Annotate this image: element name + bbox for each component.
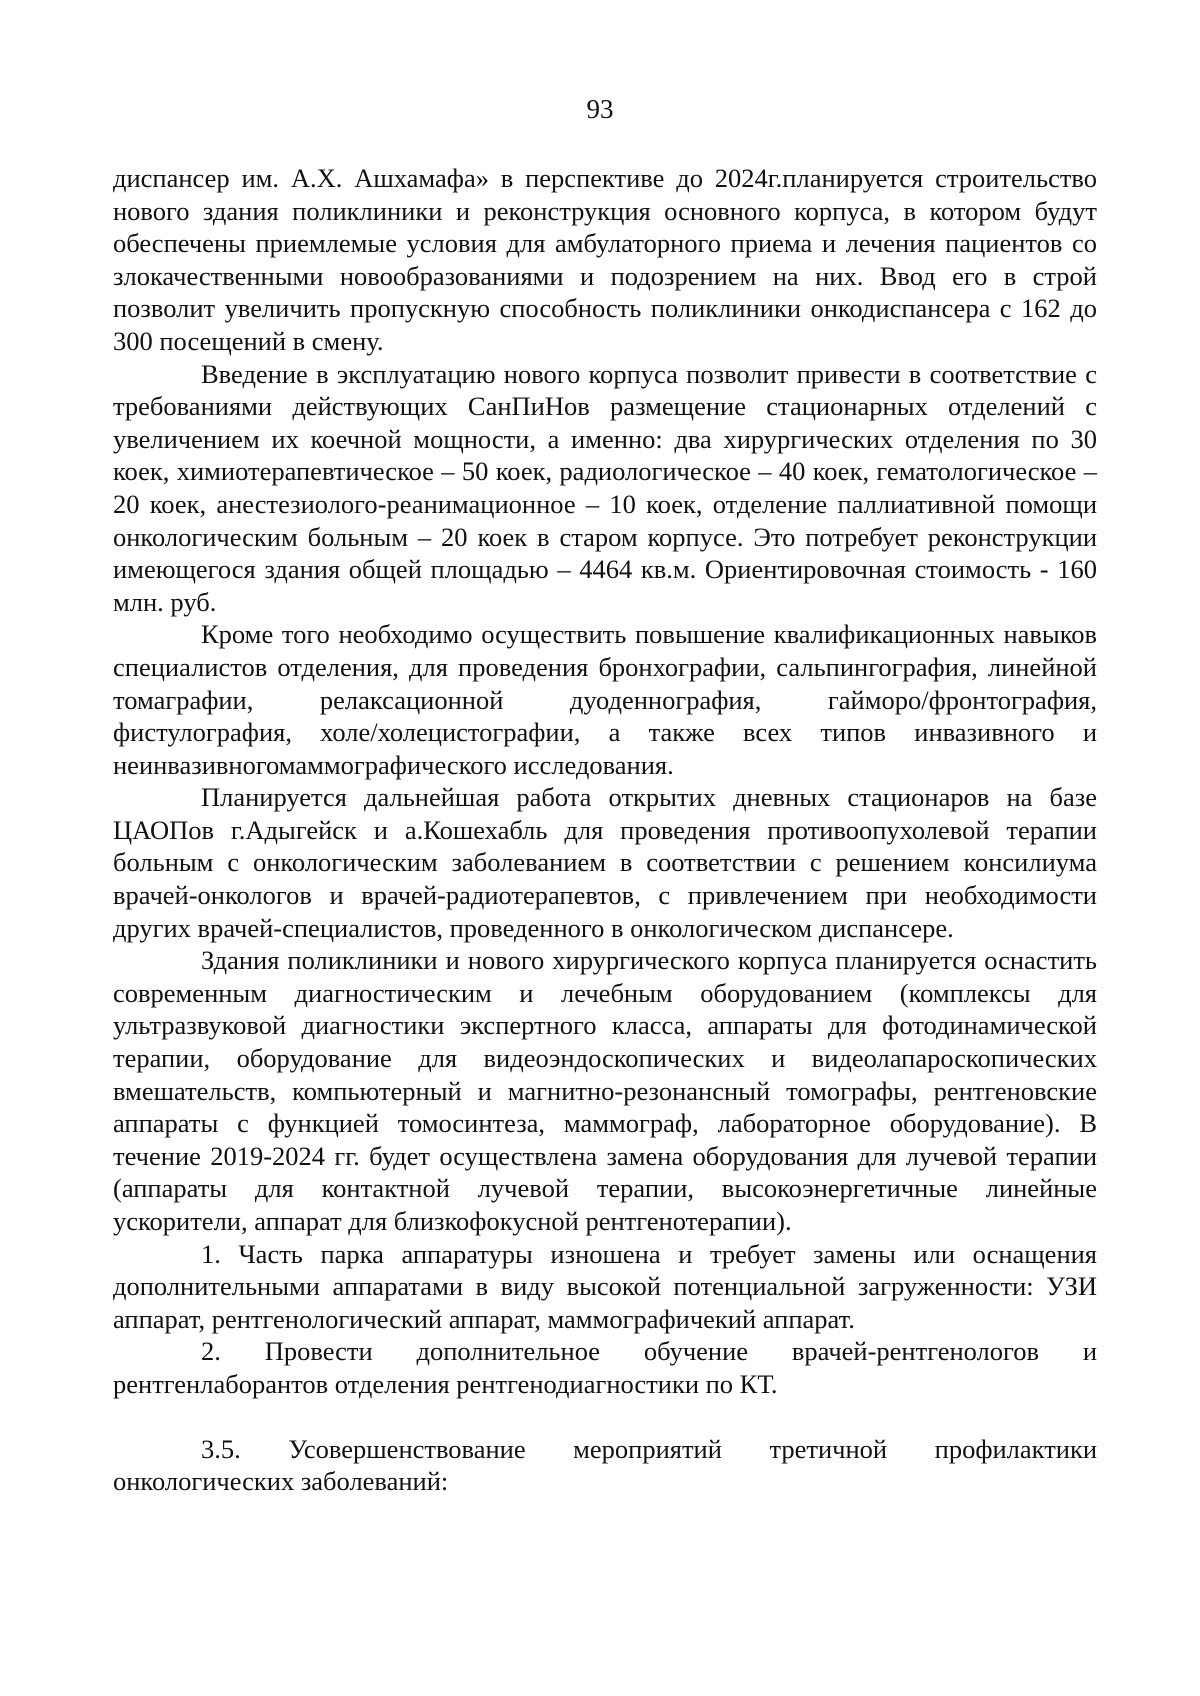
paragraph-staff-training: Кроме того необходимо осуществить повышение квалификационных навыков специалистов отделения, для проведения бронхографии, сальпингография, линейной томаграфии, релаксационной дуоденнография, гайморо/фронтография, фистулография, холе/холецистографии, а также всех типов инвазивного и неинвазивногомаммографического исследования. xyxy=(113,619,1097,780)
list-item-text: Провести дополнительное обучение врачей-рентгенологов и рентгенлаборантов отделения рентгенодиагностики по КТ. xyxy=(113,1336,1098,1399)
paragraph-new-building-wards: Введение в эксплуатацию нового корпуса позволит привести в соответствие с требованиями действующих СанПиНов размещение стационарных отделений с увеличением их коечной мощности, а именно: два хирургических отделения по 30 коек, химиотерапевтическое – 50 коек, радиологическое – 40 коек, гематологическое – 20 коек, анестезиолого-реанимационное – 10 коек, отделение паллиативной помощи онкологическим больным – 20 коек в старом корпусе. Это потребует реконструкции имеющегося здания общей площадью – 4464 кв.м. Ориентировочная стоимость - 160 млн. руб. xyxy=(113,358,1097,617)
list-item xyxy=(113,1238,1097,1336)
list-item-number: 1. xyxy=(201,1238,221,1269)
paragraph-day-hospitals: Планируется дальнейшая работа открытих дневных стационаров на базе ЦАОПов г.Адыгейск и а.Кошехабль для проведения противоопухолевой терапии больным с онкологическим заболеванием в соответствии с решением консилиума врачей-онкологов и врачей-радиотерапевтов, с привлечением при необходимости других врачей-специалистов, проведенного в онкологическом диспансере. xyxy=(113,782,1097,943)
paragraph-equipment: Здания поликлиники и нового хирургического корпуса планируется оснастить современным диагностическим и лечебным оборудованием (комплексы для ультразвуковой диагностики экспертного класса, аппараты для фотодинамической терапии, оборудование для видеоэндоскопических и видеолапароскопических вмешательств, компьютерный и магнитно-резонансный томографы, рентгеновские аппараты с функцией томосинтеза, маммограф, лабораторное оборудование). В течение 2019-2024 гг. будет осуществлена замена оборудования для лучевой терапии (аппараты для контактной лучевой терапии, высокоэнергетичные линейные ускорители, аппарат для близкофокусной рентгенотерапии). xyxy=(113,945,1097,1236)
section-number: 3.5. xyxy=(201,1433,241,1464)
list-item xyxy=(113,1335,1097,1400)
list-item-number: 2. xyxy=(201,1336,221,1367)
page-number: 93 xyxy=(586,94,614,124)
section-title: Усовершенствование мероприятий третичной профилактики онкологических заболеваний: xyxy=(113,1433,1098,1497)
document-body xyxy=(113,162,1097,1498)
list-item-text: Часть парка аппаратуры изношена и требует замены или оснащения дополнительными аппаратами в виду высокой потенциальной загруженности: УЗИ аппарат, рентгенологический аппарат, маммографичекий аппарат. xyxy=(113,1238,1097,1334)
paragraph-continuation: диспансер им. А.Х. Ашхамафа» в перспективе до 2024г.планируется строительство нового здания поликлиники и реконструкция основного корпуса, в котором будут обеспечены приемлемые условия для амбулаторного приема и лечения пациентов со злокачественными новообразованиями и подозрением на них. Ввод его в строй позволит увеличить пропускную способность поликлиники онкодиспансера с 162 до 300 посещений в смену. xyxy=(113,163,1097,356)
section-heading xyxy=(113,1433,1097,1498)
